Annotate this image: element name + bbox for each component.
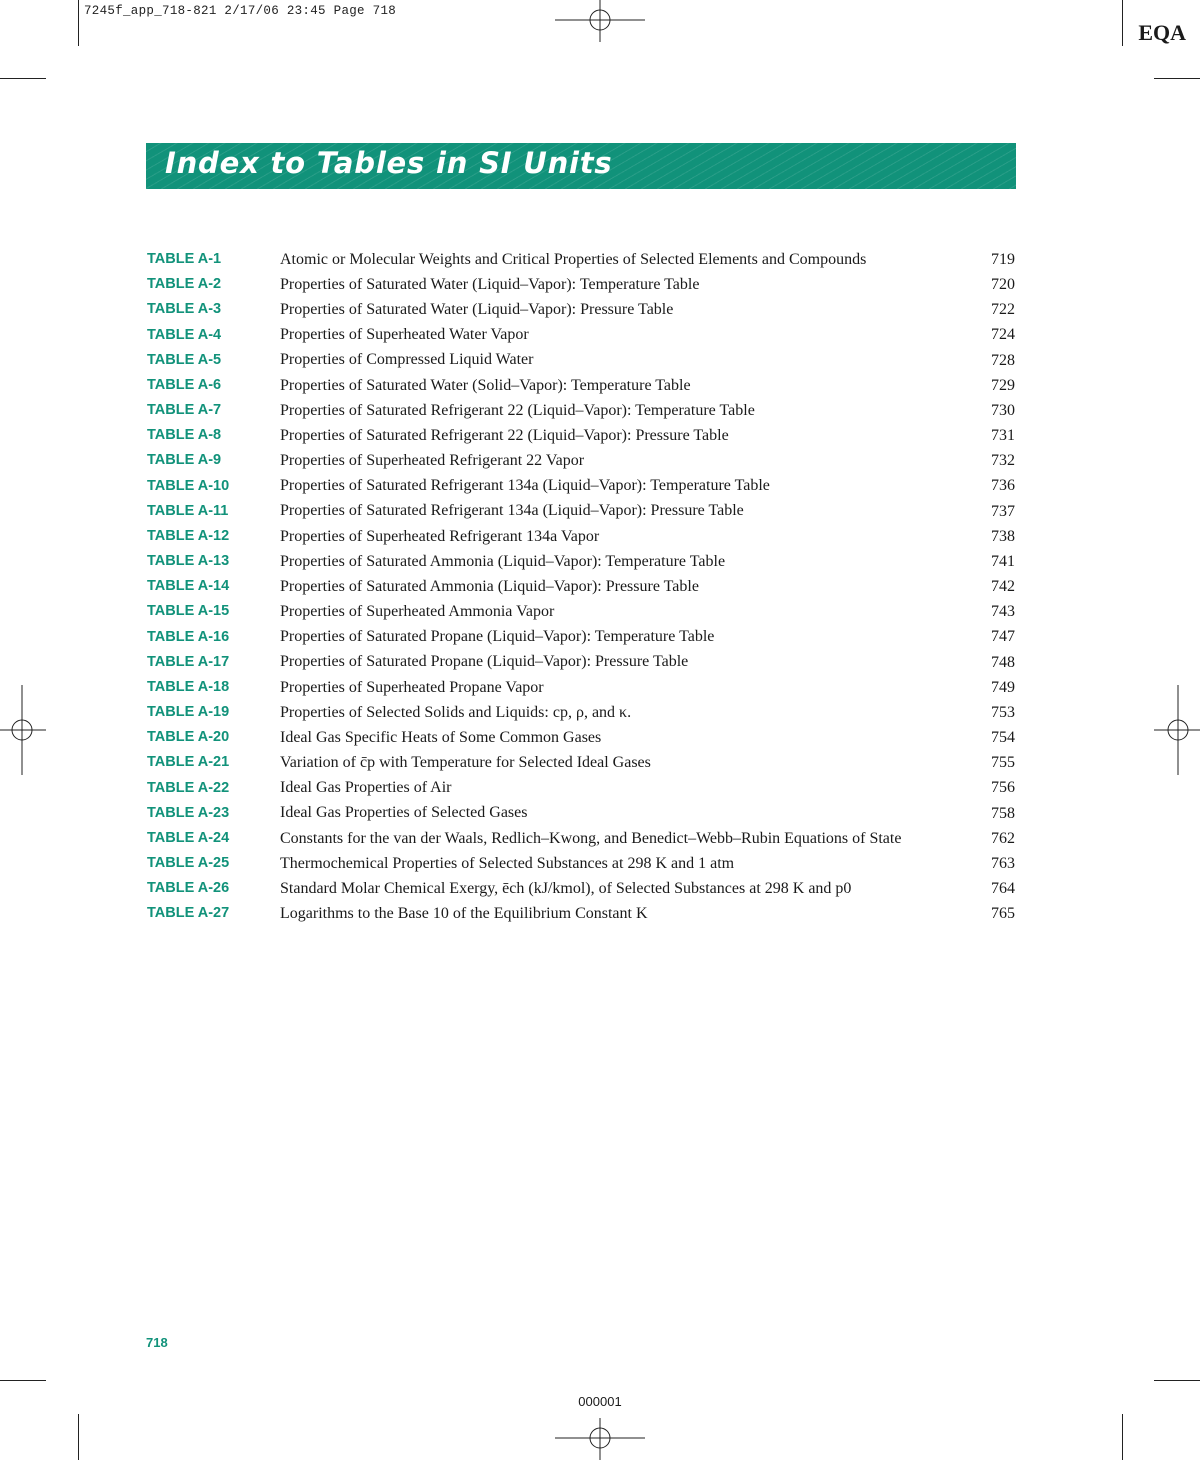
- crop-mark: [78, 0, 79, 46]
- table-description: Properties of Saturated Ammonia (Liquid–Vapor): Pressure Table: [280, 577, 699, 595]
- table-index-row: [147, 398, 1015, 423]
- table-id: TABLE A-10: [147, 477, 230, 494]
- crop-mark: [0, 1380, 46, 1381]
- table-page: 728: [991, 351, 1015, 369]
- table-id: TABLE A-5: [147, 351, 222, 368]
- table-id: TABLE A-15: [147, 603, 230, 620]
- table-page: 754: [991, 729, 1015, 747]
- table-description: Properties of Superheated Propane Vapor: [280, 678, 544, 696]
- table-page: 722: [991, 301, 1015, 319]
- table-id: TABLE A-14: [147, 578, 230, 595]
- table-page: 741: [991, 552, 1015, 570]
- table-page: 763: [991, 855, 1015, 872]
- table-page: 748: [991, 653, 1015, 671]
- table-page: 729: [991, 376, 1015, 394]
- table-id: TABLE A-16: [147, 628, 230, 645]
- table-description: Properties of Saturated Refrigerant 22 (Liquid–Vapor): Pressure Table: [280, 426, 729, 444]
- registration-mark-icon: [0, 685, 46, 775]
- table-index-row: [147, 524, 1015, 549]
- table-id: TABLE A-27: [147, 905, 230, 922]
- table-page: 730: [991, 401, 1015, 419]
- table-page: 762: [991, 829, 1015, 847]
- page-number: 718: [146, 1335, 168, 1350]
- table-page: 736: [991, 477, 1015, 495]
- table-page: 756: [991, 779, 1015, 797]
- table-index-row: [147, 549, 1015, 574]
- table-id: TABLE A-2: [147, 276, 222, 293]
- table-description: Properties of Saturated Water (Liquid–Vapor): Pressure Table: [280, 301, 674, 319]
- table-description: Properties of Saturated Water (Liquid–Vapor): Temperature Table: [280, 275, 700, 293]
- table-page: 743: [991, 603, 1015, 621]
- table-id: TABLE A-3: [147, 301, 222, 318]
- table-index-row: [147, 373, 1015, 398]
- table-index-row: [147, 801, 1015, 826]
- table-index-row: [147, 247, 1015, 272]
- table-page: 738: [991, 527, 1015, 545]
- table-id: TABLE A-24: [147, 829, 230, 846]
- table-index-row: [147, 826, 1015, 851]
- crop-mark: [78, 1414, 79, 1460]
- table-index-row: [147, 297, 1015, 322]
- table-page: 742: [991, 578, 1015, 596]
- table-page: 747: [991, 628, 1015, 646]
- table-id: TABLE A-22: [147, 779, 230, 796]
- table-id: TABLE A-6: [147, 376, 222, 393]
- table-description: Properties of Selected Solids and Liquids: cp, ρ, and κ.: [280, 703, 632, 721]
- table-index-row: [147, 725, 1015, 750]
- registration-mark-icon: [555, 1418, 645, 1460]
- table-page: 755: [991, 754, 1015, 772]
- table-description: Properties of Superheated Ammonia Vapor: [280, 603, 555, 621]
- table-id: TABLE A-18: [147, 678, 230, 695]
- table-description: Properties of Compressed Liquid Water: [280, 351, 534, 369]
- table-page: 719: [991, 250, 1015, 268]
- table-id: TABLE A-17: [147, 653, 230, 670]
- crop-mark: [1154, 78, 1200, 79]
- table-id: TABLE A-9: [147, 452, 222, 469]
- table-id: TABLE A-4: [147, 326, 222, 343]
- table-description: Properties of Saturated Propane (Liquid–Vapor): Temperature Table: [280, 628, 715, 646]
- table-id: TABLE A-25: [147, 855, 230, 872]
- table-id: TABLE A-19: [147, 704, 230, 721]
- table-description: Properties of Superheated Water Vapor: [280, 326, 529, 344]
- table-id: TABLE A-7: [147, 402, 222, 419]
- crop-mark: [1122, 1414, 1123, 1460]
- table-page: 749: [991, 678, 1015, 696]
- registration-mark-icon: [555, 0, 645, 42]
- table-page: 724: [991, 326, 1015, 344]
- table-description: Ideal Gas Properties of Selected Gases: [280, 804, 528, 822]
- table-page: 764: [991, 880, 1015, 898]
- crop-mark: [1122, 0, 1123, 46]
- table-index-row: [147, 272, 1015, 297]
- job-number: 000001: [578, 1394, 622, 1409]
- table-index-row: [147, 599, 1015, 624]
- table-description: Atomic or Molecular Weights and Critical Properties of Selected Elements and Compounds: [280, 250, 867, 268]
- table-page: 731: [991, 427, 1015, 445]
- table-page: 732: [991, 452, 1015, 470]
- table-index-row: [147, 901, 1015, 926]
- table-description: Properties of Saturated Refrigerant 22 (Liquid–Vapor): Temperature Table: [280, 401, 755, 419]
- table-index-row: [147, 851, 1015, 876]
- table-page: 737: [991, 502, 1015, 520]
- table-index-row: [147, 474, 1015, 499]
- print-slug: 7245f_app_718-821 2/17/06 23:45 Page 718: [84, 4, 397, 18]
- table-index-row: [147, 499, 1015, 524]
- table-index-row: [147, 348, 1015, 373]
- table-description: Properties of Saturated Propane (Liquid–Vapor): Pressure Table: [280, 653, 689, 671]
- table-description: Standard Molar Chemical Exergy, ēch (kJ/kmol), of Selected Substances at 298 K and p0: [280, 879, 852, 897]
- title-banner: [146, 143, 1016, 189]
- table-description: Properties of Saturated Refrigerant 134a (Liquid–Vapor): Pressure Table: [280, 502, 744, 520]
- table-description: Constants for the van der Waals, Redlich–Kwong, and Benedict–Webb–Rubin Equations of State: [280, 829, 902, 847]
- table-id: TABLE A-8: [147, 427, 222, 444]
- table-page: 758: [991, 804, 1015, 822]
- table-description: Thermochemical Properties of Selected Substances at 298 K and 1 atm: [280, 854, 735, 872]
- table-description: Variation of c̄p with Temperature for Selected Ideal Gases: [280, 754, 651, 772]
- table-index-row: [147, 750, 1015, 775]
- table-description: Properties of Saturated Ammonia (Liquid–Vapor): Temperature Table: [280, 552, 726, 570]
- registration-mark-icon: [1154, 685, 1200, 775]
- table-description: Ideal Gas Properties of Air: [280, 779, 452, 797]
- table-description: Properties of Superheated Refrigerant 22 Vapor: [280, 452, 585, 470]
- table-id: TABLE A-20: [147, 729, 230, 746]
- table-index-row: [147, 650, 1015, 675]
- table-description: Properties of Superheated Refrigerant 134a Vapor: [280, 527, 600, 545]
- crop-mark: [1154, 1380, 1200, 1381]
- table-index-row: [147, 448, 1015, 473]
- page-title: Index to Tables in SI Units: [165, 146, 613, 180]
- table-index-row: [147, 776, 1015, 801]
- table-id: TABLE A-1: [147, 251, 222, 267]
- table-id: TABLE A-12: [147, 527, 230, 544]
- table-id: TABLE A-23: [147, 804, 230, 821]
- corner-mark: EQA: [1138, 20, 1186, 45]
- table-id: TABLE A-26: [147, 880, 230, 897]
- table-index-row: [147, 876, 1015, 901]
- table-index-row: [147, 675, 1015, 700]
- table-index-list: [147, 247, 1015, 927]
- table-id: TABLE A-11: [147, 502, 229, 519]
- table-index-row: [147, 323, 1015, 348]
- table-index-row: [147, 625, 1015, 650]
- table-index-row: [147, 700, 1015, 725]
- table-id: TABLE A-13: [147, 553, 230, 570]
- table-description: Logarithms to the Base 10 of the Equilibrium Constant K: [280, 905, 648, 923]
- table-index-row: [147, 423, 1015, 448]
- table-description: Properties of Saturated Water (Solid–Vapor): Temperature Table: [280, 376, 691, 394]
- table-page: 765: [991, 905, 1015, 923]
- table-description: Properties of Saturated Refrigerant 134a (Liquid–Vapor): Temperature Table: [280, 477, 770, 495]
- crop-mark: [0, 78, 46, 79]
- table-page: 720: [991, 276, 1015, 294]
- table-index-row: [147, 574, 1015, 599]
- table-page: 753: [991, 703, 1015, 721]
- table-description: Ideal Gas Specific Heats of Some Common Gases: [280, 728, 602, 746]
- table-id: TABLE A-21: [147, 754, 230, 771]
